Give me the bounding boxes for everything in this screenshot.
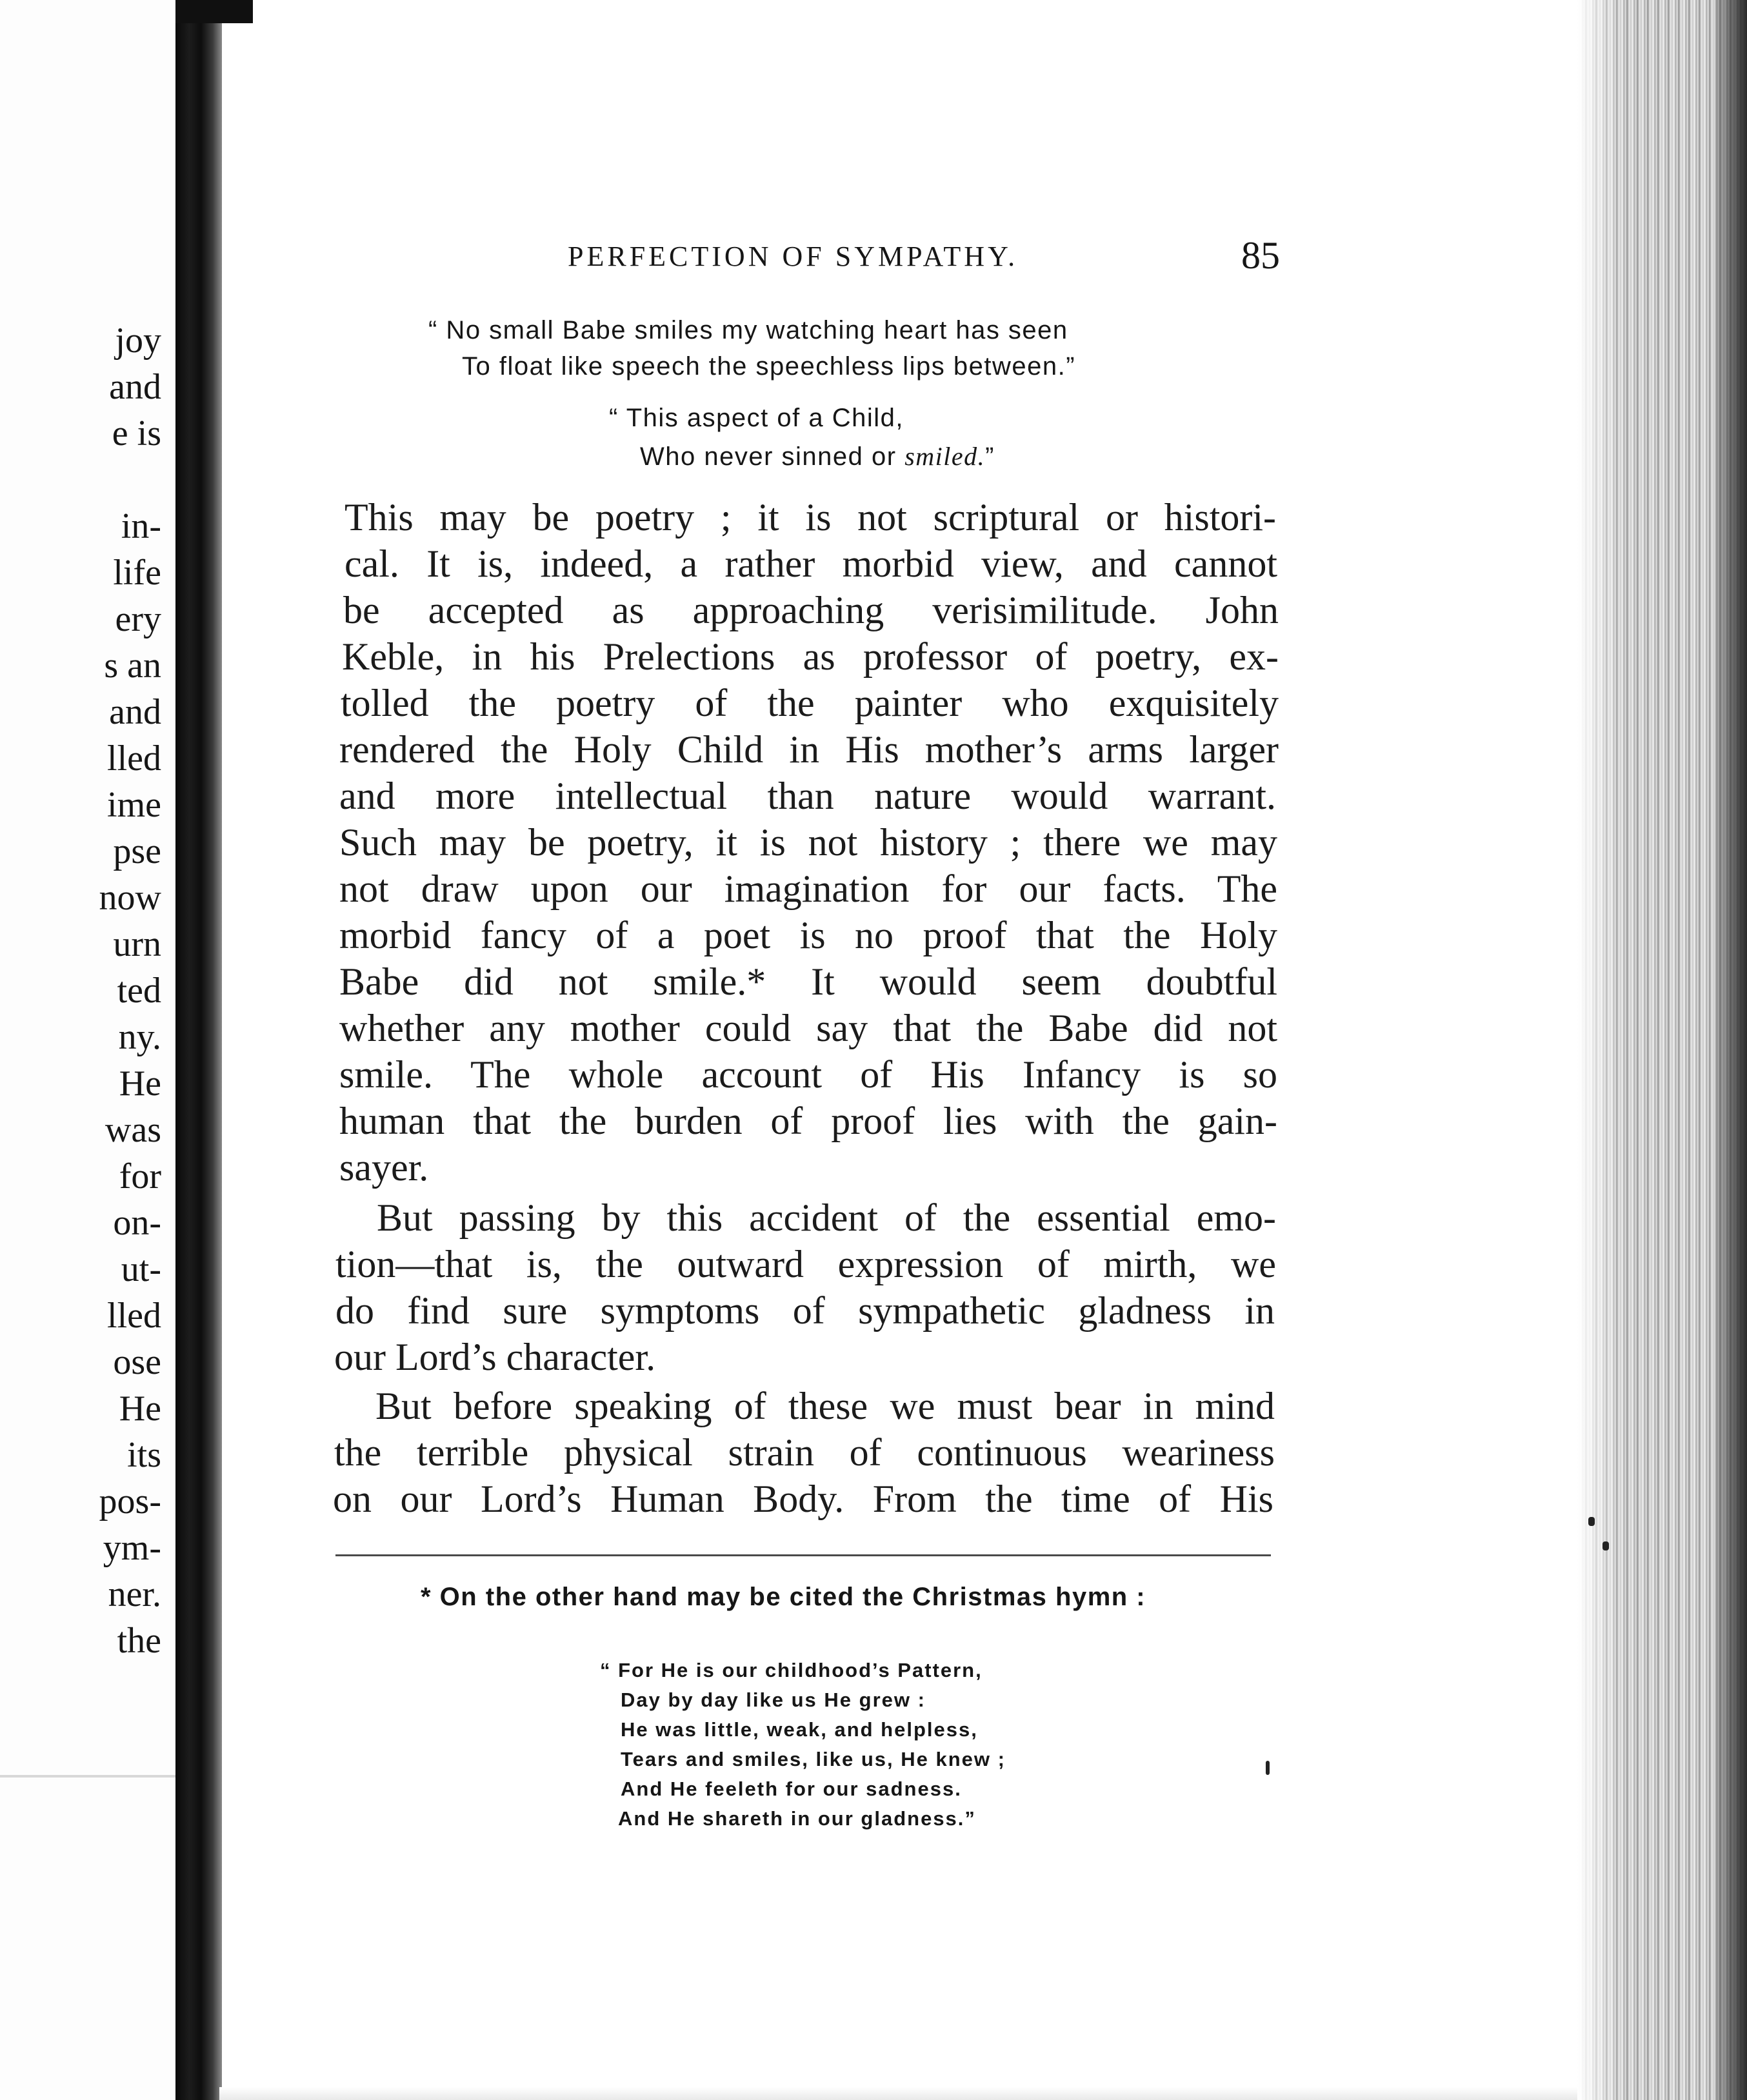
left-page-fragment: and [109, 692, 161, 732]
running-title: PERFECTION OF SYMPATHY. [568, 241, 1019, 272]
epigraph-italic-word: smiled. [904, 442, 986, 471]
left-page-fragment: was [105, 1110, 161, 1150]
left-page-fragment: He [119, 1389, 161, 1429]
left-page-fragment: for [119, 1156, 161, 1196]
footnote-poem-line: Tears and smiles, like us, He knew ; [621, 1748, 1006, 1770]
left-page-fragment: s an [104, 646, 161, 686]
body-line: the terrible physical strain of continuous weariness [334, 1431, 1275, 1474]
left-page-fragment: ted [117, 971, 161, 1011]
footnote-poem-line: And He shareth in our gladness.” [618, 1807, 976, 1830]
left-page-fragment: in- [121, 506, 161, 546]
footnote-poem-line: Day by day like us He grew : [621, 1689, 926, 1711]
body-line: not draw upon our imagination for our facts. The [339, 867, 1277, 910]
left-page-fragment: ym- [103, 1528, 161, 1568]
page-edge-stack [1577, 0, 1747, 2100]
body-line: This may be poetry ; it is not scriptural or histori- [344, 496, 1276, 539]
footnote-text: * On the other hand may be cited the Christmas hymn : [421, 1583, 1146, 1611]
left-page-fragment: He [119, 1064, 161, 1104]
page-edge-shadow [1715, 0, 1747, 2100]
page-edge-speck [1266, 1761, 1270, 1775]
footnote-rule [335, 1554, 1271, 1556]
left-page-fragment: now [99, 878, 161, 918]
footnote-poem-line: And He feeleth for our sadness. [621, 1778, 962, 1800]
body-line: tion—that is, the outward expression of mirth, we [335, 1243, 1276, 1285]
left-page-fragment: e is [112, 413, 161, 453]
body-line: rendered the Holy Child in His mother’s arms larger [339, 728, 1279, 771]
left-page-fragment: ut- [121, 1249, 161, 1289]
epigraph-quote-line: “ This aspect of a Child, [609, 404, 904, 432]
body-line: our Lord’s character. [334, 1336, 656, 1378]
body-line: human that the burden of proof lies with the gain- [339, 1100, 1277, 1142]
page-edge-speck [1602, 1541, 1609, 1550]
left-page-fragment: ime [107, 785, 161, 825]
left-page-fragment: joy [115, 321, 161, 361]
body-line: tolled the poetry of the painter who exquisitely [341, 682, 1279, 724]
body-line: sayer. [339, 1146, 429, 1189]
left-page-fragment: urn [113, 924, 161, 964]
left-page-fragment: ny. [118, 1017, 161, 1057]
gutter-shadow [175, 0, 253, 23]
left-page-edge [0, 1775, 175, 1778]
left-page-fragment: its [127, 1435, 161, 1475]
left-page-fragment: ery [115, 599, 161, 639]
body-line: cal. It is, indeed, a rather morbid view, and cannot [344, 542, 1277, 585]
left-page-fragment: life [113, 553, 161, 593]
left-page-fragment: and [109, 367, 161, 407]
left-page-fragment: the [117, 1621, 161, 1661]
footnote-poem-line: He was little, weak, and helpless, [621, 1718, 978, 1741]
left-page-fragment: ose [113, 1342, 161, 1382]
body-line: whether any mother could say that the Babe did not [339, 1007, 1277, 1049]
body-line: Babe did not smile.* It would seem doubtful [339, 960, 1277, 1003]
left-page-fragment: pse [113, 831, 161, 871]
body-line: Keble, in his Prelections as professor of poetry, ex- [342, 635, 1279, 678]
epigraph-text: Who never sinned or [640, 442, 905, 471]
left-page-fragment: lled [107, 1296, 161, 1336]
epigraph-quote-line [640, 441, 995, 471]
body-line: Such may be poetry, it is not history ; there we may [339, 821, 1277, 864]
body-line: on our Lord’s Human Body. From the time of His [333, 1478, 1273, 1520]
book-spine-gutter [175, 0, 222, 2100]
epigraph-quote-line: “ No small Babe smiles my watching heart has seen [428, 316, 1068, 344]
body-line: morbid fancy of a poet is no proof that the Holy [339, 914, 1277, 956]
epigraph-close-quote: ” [985, 442, 995, 471]
body-line: But passing by this accident of the essential emo- [377, 1196, 1276, 1239]
footnote-poem-line: “ For He is our childhood’s Pattern, [600, 1659, 983, 1681]
page-edge-speck [1588, 1517, 1595, 1526]
page-bottom-shadow [219, 2087, 1577, 2100]
page-number: 85 [1241, 234, 1280, 277]
body-line: be accepted as approaching verisimilitude. John [343, 589, 1279, 631]
page-edge-fade [1577, 0, 1622, 2100]
body-line: do find sure symptoms of sympathetic gladness in [335, 1289, 1275, 1332]
left-page-fragment: pos- [99, 1481, 161, 1521]
body-line: smile. The whole account of His Infancy is so [339, 1053, 1277, 1096]
left-page-fragment: on- [113, 1203, 161, 1243]
body-line: and more intellectual than nature would warrant. [339, 775, 1276, 817]
left-page-fragment: lled [107, 738, 161, 778]
epigraph-quote-line: To float like speech the speechless lips between.” [462, 352, 1076, 381]
left-page-fragment: ner. [108, 1574, 161, 1614]
body-line: But before speaking of these we must bear in mind [375, 1385, 1275, 1427]
left-facing-page [0, 0, 175, 2100]
